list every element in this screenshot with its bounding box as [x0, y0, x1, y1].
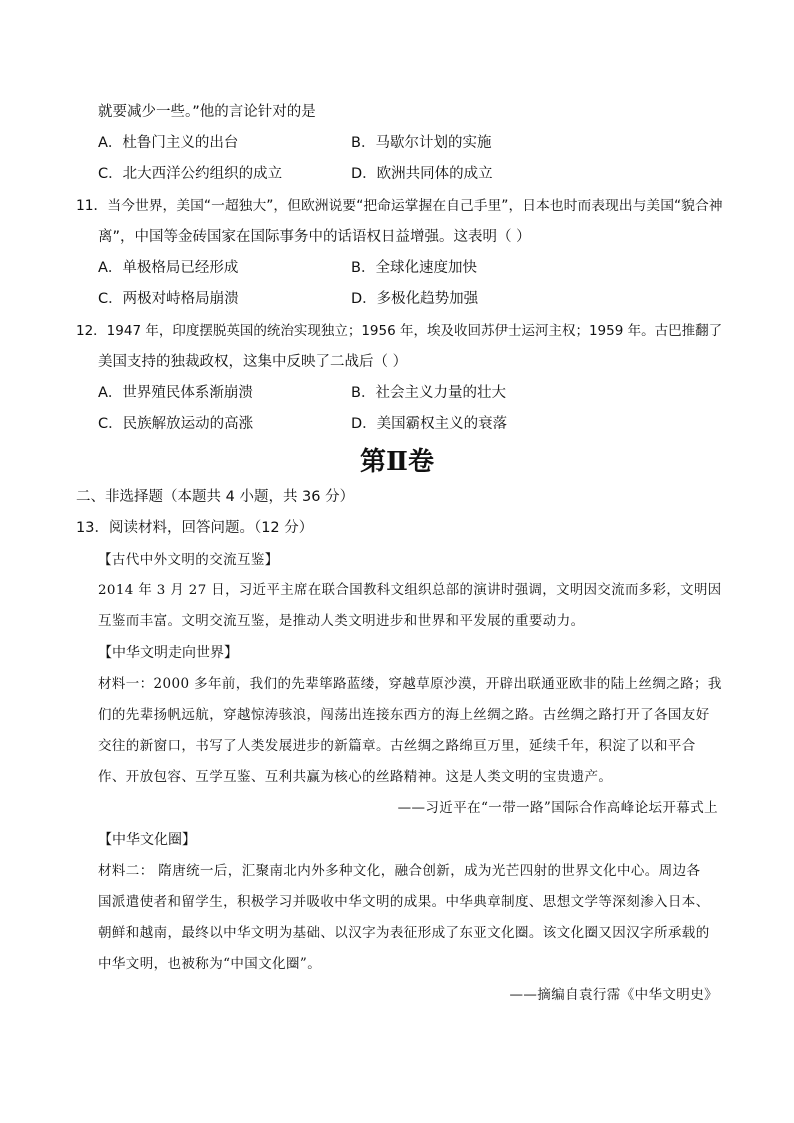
q11-option-a: A．单极格局已经形成 [98, 260, 239, 276]
q10-stem-continued: 就要减少一些。”他的言论针对的是 [98, 104, 316, 120]
q12-option-d: D．美国霸权主义的衰落 [351, 416, 508, 432]
q10-option-c: C．北大西洋公约组织的成立 [98, 166, 283, 182]
q13-material1-line4: 作、开放包容、互学互鉴、互利共赢为核心的丝路精神。这是人类文明的宝贵遗产。 [98, 769, 613, 785]
q13-heading-civilization-world: 【中华文明走向世界】 [98, 645, 238, 661]
q13-intro-line2: 互鉴而丰富。文明交流互鉴，是推动人类文明进步和世界和平发展的重要动力。 [98, 613, 585, 629]
section-heading: 二、非选择题（本题共 4 小题，共 36 分） [76, 489, 355, 505]
q12-stem-line1: 12．1947 年，印度摆脱英国的统治实现独立；1956 年，埃及收回苏伊士运河主权；1959 年。古巴推翻了 [76, 323, 723, 339]
q13-heading-ancient-exchange: 【古代中外文明的交流互鉴】 [98, 552, 279, 568]
q12-option-a: A．世界殖民体系渐崩溃 [98, 385, 253, 401]
q13-heading-cultural-sphere: 【中华文化圈】 [98, 832, 196, 848]
q11-option-d: D．多极化趋势加强 [351, 291, 479, 307]
part2-title: 第Ⅱ卷 [360, 447, 434, 477]
q13-material2-line4: 中华文明，也被称为“中国文化圈”。 [98, 956, 322, 972]
q13-material1-line2: 们的先辈扬帆远航，穿越惊涛骇浪，闯荡出连接东西方的海上丝绸之路。古丝绸之路打开了各国友好 [98, 707, 710, 723]
q13-material2-line3: 朝鲜和越南，最终以中华文明为基础、以汉字为表征形成了东亚文化圈。该文化圈又因汉字所承载的 [98, 925, 710, 941]
q13-material1-line1: 材料一：2000 多年前，我们的先辈筚路蓝缕，穿越草原沙漠，开辟出联通亚欧非的陆上丝绸之路；我 [98, 676, 722, 692]
q13-material2-source: ——摘编自袁行霈《中华文明史》 [509, 987, 718, 1003]
q10-option-a: A．杜鲁门主义的出台 [98, 135, 239, 151]
q13-stem: 13．阅读材料，回答问题。（12 分） [76, 520, 314, 536]
q13-material2-line2: 国派遣使者和留学生，积极学习并吸收中华文明的成果。中华典章制度、思想文学等深刻渗入日本、 [98, 894, 710, 910]
q10-option-d: D．欧洲共同体的成立 [351, 166, 493, 182]
q12-stem-line2: 美国支持的独裁政权，这集中反映了二战后（ ） [98, 354, 408, 370]
q11-option-b: B．全球化速度加快 [351, 260, 477, 276]
q11-option-c: C．两极对峙格局崩溃 [98, 291, 239, 307]
q12-option-b: B．社会主义力量的壮大 [351, 385, 506, 401]
q12-option-c: C．民族解放运动的高涨 [98, 416, 254, 432]
q13-material2-line1: 材料二： 隋唐统一后，汇聚南北内外多种文化，融合创新，成为光芒四射的世界文化中心。周边各 [98, 863, 701, 879]
q13-material1-line3: 交往的新窗口，书写了人类发展进步的新篇章。古丝绸之路绵亘万里，延续千年，积淀了以和平合 [98, 738, 696, 754]
q13-intro-line1: 2014 年 3 月 27 日，习近平主席在联合国教科文组织总部的演讲时强调，文明因交流而多彩，文明因 [98, 583, 722, 598]
q10-option-b: B．马歇尔计划的实施 [351, 135, 492, 151]
q11-stem-line1: 11．当今世界，美国“一超独大”，但欧洲说要“把命运掌握在自己手里”，日本也时而表现出与美国“貌合神 [76, 198, 723, 214]
q13-material1-source: ——习近平在“一带一路”国际合作高峰论坛开幕式上 [397, 800, 718, 816]
q11-stem-line2: 离”，中国等金砖国家在国际事务中的话语权日益增强。这表明（ ） [98, 229, 531, 245]
